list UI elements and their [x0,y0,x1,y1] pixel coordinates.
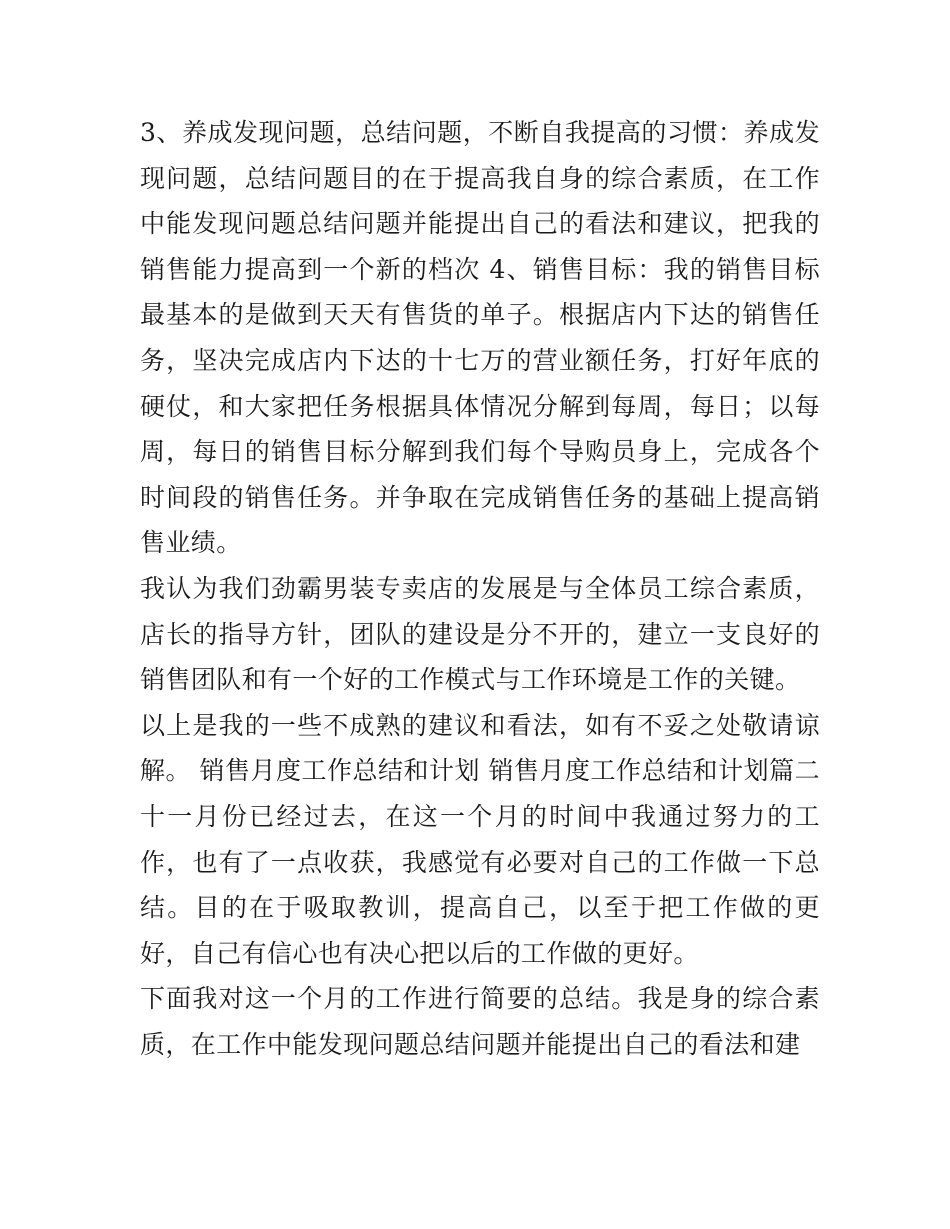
paragraph-team-building: 我认为我们劲霸男装专卖店的发展是与全体员工综合素质，店长的指导方针，团队的建设是分不开的，建立一支良好的销售团队和有一个好的工作模式与工作环境是工作的关键。 [140,573,820,695]
paragraph-habits-and-sales-target: 3、养成发现问题，总结问题，不断自我提高的习惯：养成发现问题，总结问题目的在于提高我自身的综合素质，在工作中能发现问题总结问题并能提出自己的看法和建议，把我的销售能力提高到一个新的档次 4、销售目标：我的销售目标最基本的是做到天天有售货的单子。根据店内下达的销售任务，坚决完成店内下达的十七万的营业额任务，打好年底的硬仗，和大家把任务根据具体情况分解到每周，每日；以每周，每日的销售目标分解到我们每个导购员身上，完成各个时间段的销售任务。并争取在完成销售任务的基础上提高销售业绩。 [140,118,820,558]
document-body [140,110,820,1067]
paragraph-brief-summary: 下面我对这一个月的工作进行简要的总结。我是身的综合素质，在工作中能发现问题总结问题并能提出自己的看法和建 [140,984,820,1059]
paragraph-monthly-summary-intro: 以上是我的一些不成熟的建议和看法，如有不妥之处敬请谅解。 销售月度工作总结和计划 销售月度工作总结和计划篇二 十一月份已经过去，在这一个月的时间中我通过努力的工作，也有了一点收获，我感觉有必要对自己的工作做一下总结。目的在于吸取教训，提高自己，以至于把工作做的更好，自己有信心也有决心把以后的工作做的更好。 [140,710,820,968]
